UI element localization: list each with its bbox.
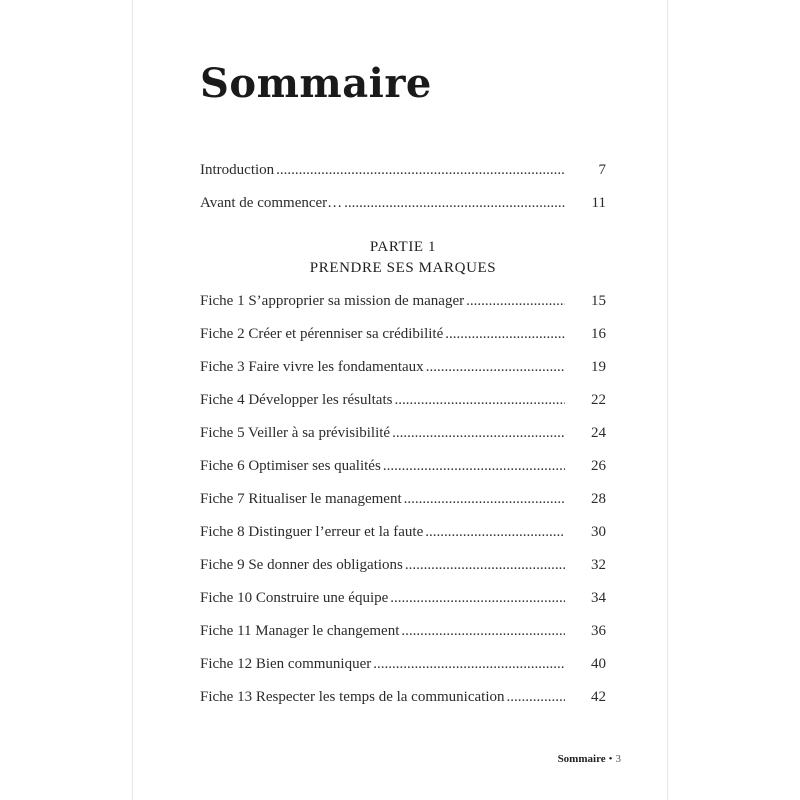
toc-entry-label: Fiche 11 Manager le changement (200, 623, 400, 639)
toc-entry-introduction[interactable] (200, 160, 606, 180)
toc-entry-fiche-6[interactable] (200, 456, 606, 476)
dot-leader (401, 621, 565, 641)
dot-leader (404, 489, 565, 509)
dot-leader (394, 390, 565, 410)
toc-entry-label: Fiche 1 S’approprier sa mission de manager (200, 293, 465, 309)
toc-entry-page: 24 (591, 425, 606, 441)
dot-leader (383, 456, 565, 476)
toc-entry-page: 28 (591, 491, 606, 507)
dot-leader (276, 160, 565, 180)
dot-leader (466, 291, 565, 311)
toc-entry-label: Fiche 8 Distinguer l’erreur et la faute (200, 524, 424, 540)
toc-entry-label: Fiche 6 Optimiser ses qualités (200, 458, 381, 474)
toc-entry-label: Fiche 12 Bien communiquer (200, 656, 372, 672)
toc-entry-label: Fiche 7 Ritualiser le management (200, 491, 402, 507)
toc-entry-label: Fiche 5 Veiller à sa prévisibilité (200, 425, 391, 441)
part-subheading: PRENDRE SES MARQUES (309, 260, 497, 276)
toc-entry-fiche-7[interactable] (200, 489, 606, 509)
dot-leader (344, 193, 565, 213)
dot-leader (390, 588, 565, 608)
dot-leader (373, 654, 565, 674)
page-footer (558, 752, 621, 766)
toc-entry-page: 36 (591, 623, 606, 639)
footer-section-label: Sommaire (557, 753, 606, 765)
toc-entry-page: 19 (591, 359, 606, 375)
toc-entry-label: Fiche 3 Faire vivre les fondamentaux (200, 359, 424, 375)
document-page (133, 0, 667, 800)
toc-entry-fiche-11[interactable] (200, 621, 606, 641)
toc-entry-page: 34 (591, 590, 606, 606)
footer-bullet: • (608, 753, 613, 765)
footer-page-number: 3 (615, 753, 621, 765)
toc-entry-label: Fiche 13 Respecter les temps de la communication (200, 689, 505, 705)
page-title: Sommaire (200, 60, 432, 107)
toc-entry-fiche-10[interactable] (200, 588, 606, 608)
toc-entry-fiche-8[interactable] (200, 522, 606, 542)
toc-entry-page: 15 (591, 293, 606, 309)
toc-entry-fiche-5[interactable] (200, 423, 606, 443)
toc-entry-page: 32 (591, 557, 606, 573)
part-heading: PARTIE 1 (369, 239, 437, 255)
toc-entry-label: Fiche 9 Se donner des obligations (200, 557, 403, 573)
toc-entry-label: Fiche 4 Développer les résultats (200, 392, 393, 408)
toc-entry-page: 7 (598, 162, 606, 178)
toc-entry-fiche-2[interactable] (200, 324, 606, 344)
toc-entry-page: 40 (591, 656, 606, 672)
toc-entry-page: 42 (591, 689, 606, 705)
toc-entry-page: 16 (591, 326, 606, 342)
toc-entry-fiche-4[interactable] (200, 390, 606, 410)
toc-entry-label: Avant de commencer… (200, 195, 343, 211)
dot-leader (425, 522, 565, 542)
dot-leader (445, 324, 565, 344)
dot-leader (405, 555, 565, 575)
toc-entry-label: Fiche 10 Construire une équipe (200, 590, 389, 606)
toc-entry-page: 11 (591, 195, 606, 211)
dot-leader (426, 357, 565, 377)
dot-leader (392, 423, 565, 443)
toc-entry-fiche-9[interactable] (200, 555, 606, 575)
toc-entry-label: Introduction (200, 162, 275, 178)
toc-entry-label: Fiche 2 Créer et pérenniser sa crédibilité (200, 326, 444, 342)
toc-entry-fiche-13[interactable] (200, 687, 606, 707)
toc-entry-page: 22 (591, 392, 606, 408)
toc-entry-fiche-3[interactable] (200, 357, 606, 377)
toc-entry-page: 30 (591, 524, 606, 540)
toc-entry-fiche-1[interactable] (200, 291, 606, 311)
dot-leader (507, 687, 566, 707)
toc-entry-page: 26 (591, 458, 606, 474)
toc-entry-fiche-12[interactable] (200, 654, 606, 674)
toc-entry-avant-de-commencer[interactable] (200, 193, 606, 213)
